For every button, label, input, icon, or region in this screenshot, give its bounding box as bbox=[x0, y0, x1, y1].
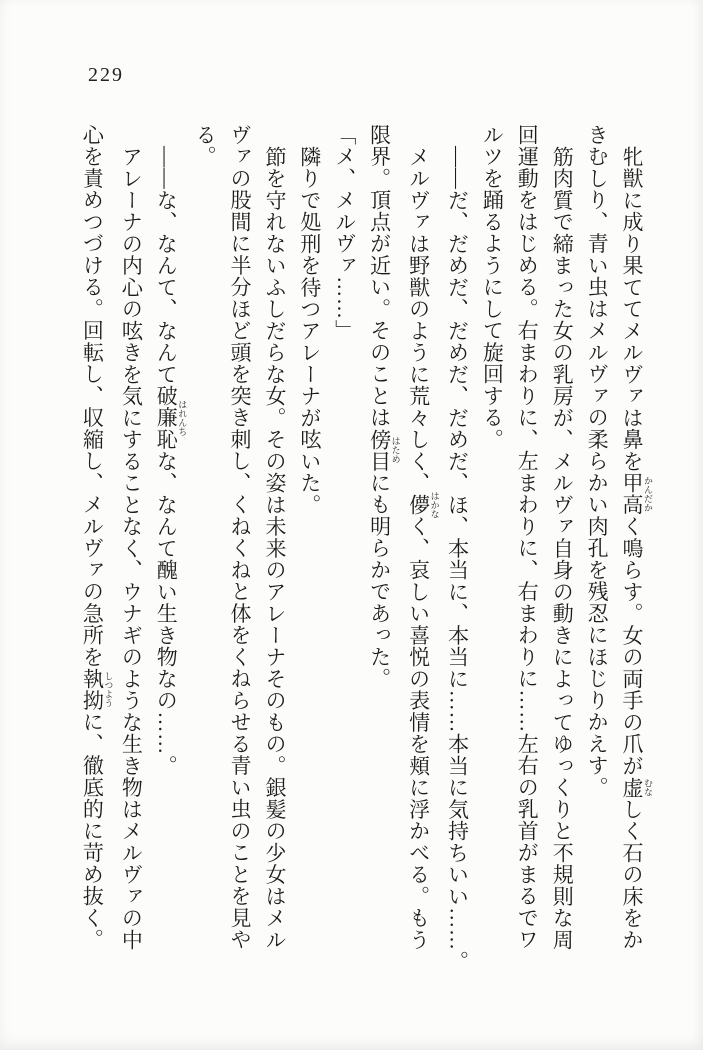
text-line: アレーナの内心の呟きを気にすることなく、ウナギのような生き物はメルヴァの中 bbox=[119, 145, 144, 951]
text-line: 隣りで処刑を待つアレーナが呟いた。 bbox=[297, 145, 322, 516]
text-line: ルツを踊るようにして旋回する。 bbox=[480, 124, 505, 451]
text-line: ヴァの股間に半分ほど頭を突き刺し、くねくねと体をくねらせる青い虫のことを見や bbox=[228, 124, 253, 951]
furigana-ruby: 傍目 はため bbox=[367, 428, 401, 472]
text-line: メルヴァは野獣のように荒々しく、儚 はかなく、哀しい喜悦の表情を頬に浮かべる。もう bbox=[406, 145, 440, 951]
furigana-ruby: 破廉恥 はれんち bbox=[154, 385, 188, 451]
text-line: 心を責めつづける。回転し、収縮し、メルヴァの急所を執拗 しつように、徹底的に苛め抜く。 bbox=[80, 124, 114, 951]
text-line: ――だ、だめだ、だめだ、だめだ、ほ、本当に、本当に……本当に気持ちいい……。 bbox=[445, 145, 470, 973]
text-line: 牝獣に成り果ててメルヴァは鼻を甲高 かんだかく鳴らす。女の両手の爪が虚 むなしく石の床をか bbox=[620, 145, 653, 951]
furigana-ruby: 甲高 かんだか bbox=[620, 472, 653, 516]
furigana-ruby: 虚 むな bbox=[620, 776, 653, 799]
text-line: きむしり、青い虫はメルヴァの柔らかい肉孔を残忍にほじりかえす。 bbox=[585, 124, 610, 799]
text-columns bbox=[75, 124, 654, 973]
furigana-ruby: 執拗 しつよう bbox=[80, 667, 114, 712]
text-line: 回運動をはじめる。右まわりに、左まわりに、右まわりに……左右の乳首がまるでワ bbox=[515, 124, 540, 951]
text-line: 「メ、メルヴァ……」 bbox=[332, 124, 357, 342]
text-line: ――な、なんて、なんて破廉恥 はれんちな、なんて醜い生き物なの……。 bbox=[154, 145, 188, 777]
text-line: 限界。頂点が近い。そのことは傍目 はためにも明らかであった。 bbox=[367, 124, 401, 690]
page-number: 229 bbox=[88, 64, 124, 86]
text-line: る。 bbox=[193, 124, 218, 168]
text-line: 筋肉質で締まった女の乳房が、メルヴァ自身の動きによってゆっくりと不規則な周 bbox=[550, 145, 575, 951]
furigana-ruby: 儚 はかな bbox=[406, 491, 440, 519]
text-line: 節を守れないふしだらな女。その姿は未来のアレーナそのもの。銀髪の少女はメル bbox=[262, 145, 287, 951]
